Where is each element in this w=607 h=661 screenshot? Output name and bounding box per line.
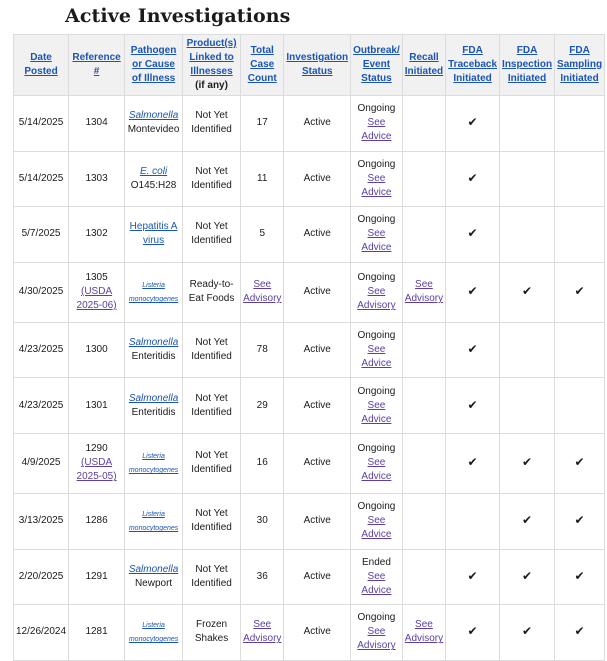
usda-reference-link[interactable]: (USDA 2025-06) [76, 286, 117, 312]
cell-investigation-status: Active [284, 378, 351, 434]
checkmark-icon: ✔ [467, 624, 478, 639]
checkmark-icon: ✔ [522, 568, 533, 583]
cell-inspection [500, 493, 555, 549]
checkmark-icon: ✔ [574, 455, 585, 470]
cell-sampling [555, 207, 605, 263]
cell-product: Not Yet Identified [183, 96, 241, 152]
cell-reference [69, 96, 125, 152]
cell-sampling [555, 605, 605, 661]
cell-investigation-status: Active [284, 605, 351, 661]
cell-pathogen [125, 96, 183, 152]
cell-outbreak-status [351, 322, 403, 378]
cell-product: Ready-to-Eat Foods [183, 262, 241, 322]
cell-recall [402, 207, 445, 263]
cell-date: 5/7/2025 [14, 207, 69, 263]
cell-sampling [555, 322, 605, 378]
cell-inspection [500, 262, 555, 322]
cell-inspection [500, 151, 555, 207]
cell-investigation-status: Active [284, 96, 351, 152]
checkmark-icon: ✔ [574, 568, 585, 583]
cell-date: 5/14/2025 [14, 151, 69, 207]
column-header-link[interactable]: Outbreak/ Event Status [353, 45, 400, 84]
column-header [284, 35, 351, 96]
cell-investigation-status: Active [284, 207, 351, 263]
cell-outbreak-status [351, 549, 403, 605]
cell-pathogen [125, 322, 183, 378]
outbreak-status-value: Ongoing [357, 103, 396, 115]
pathogen-link[interactable]: Salmonella [128, 110, 179, 122]
outbreak-status-value: Ongoing [357, 330, 396, 342]
cell-traceback [446, 151, 500, 207]
cell-product: Not Yet Identified [183, 493, 241, 549]
checkmark-icon: ✔ [467, 115, 478, 130]
outbreak-advice-link[interactable]: See Advice [361, 457, 392, 483]
pathogen-subtype: O145:H28 [130, 179, 177, 191]
outbreak-status-value: Ongoing [357, 214, 396, 226]
table-row [14, 322, 605, 378]
checkmark-icon: ✔ [522, 284, 533, 299]
column-header-link[interactable]: FDA Inspection Initiated [502, 45, 553, 84]
reference-number: 1304 [85, 117, 108, 129]
column-header [446, 35, 500, 96]
cell-investigation-status: Active [284, 151, 351, 207]
outbreak-status-value: Ended [361, 556, 391, 568]
outbreak-advice-link[interactable]: See Advisory [357, 286, 396, 312]
checkmark-icon: ✔ [467, 226, 478, 241]
cell-case-count [241, 549, 284, 605]
cell-date: 3/13/2025 [14, 493, 69, 549]
cell-date: 4/9/2025 [14, 433, 69, 493]
reference-number: 1305 [85, 272, 108, 284]
outbreak-advice-link[interactable]: See Advice [361, 117, 392, 143]
cell-case-count [241, 151, 284, 207]
header-row [14, 35, 605, 96]
checkmark-icon: ✔ [467, 568, 478, 583]
outbreak-status-value: Ongoing [357, 612, 396, 624]
cell-investigation-status: Active [284, 433, 351, 493]
table-row [14, 378, 605, 434]
cell-recall [402, 433, 445, 493]
cell-reference [69, 378, 125, 434]
cell-product: Frozen Shakes [183, 605, 241, 661]
cell-reference [69, 322, 125, 378]
table-row [14, 262, 605, 322]
checkmark-icon: ✔ [467, 284, 478, 299]
cell-case-count [241, 493, 284, 549]
pathogen-subtype: Enteritidis [131, 351, 176, 363]
cell-traceback [446, 96, 500, 152]
outbreak-status-value: Ongoing [357, 272, 396, 284]
checkmark-icon: ✔ [522, 513, 533, 528]
cell-product: Not Yet Identified [183, 549, 241, 605]
cell-case-count [241, 207, 284, 263]
column-header [402, 35, 445, 96]
recall-advisory-link[interactable]: See Advisory [404, 619, 444, 645]
cell-pathogen [125, 433, 183, 493]
column-header-link[interactable]: Pathogen or Cause of Illness [130, 45, 177, 84]
column-header-link[interactable]: FDA Sampling Initiated [557, 45, 603, 84]
reference-number: 1303 [85, 172, 108, 184]
table-row [14, 549, 605, 605]
cell-reference [69, 207, 125, 263]
column-header [351, 35, 403, 96]
column-header-link[interactable]: Reference # [72, 52, 121, 77]
cell-traceback [446, 549, 500, 605]
cell-date: 12/26/2024 [14, 605, 69, 661]
checkmark-icon: ✔ [467, 170, 478, 185]
cell-case-count [241, 433, 284, 493]
column-header [555, 35, 605, 96]
column-header [500, 35, 555, 96]
pathogen-link[interactable]: Salmonella [128, 337, 179, 349]
outbreak-advice-link[interactable]: See Advice [361, 172, 392, 198]
cell-traceback [446, 378, 500, 434]
cell-date: 4/23/2025 [14, 322, 69, 378]
column-header [14, 35, 69, 96]
case-count-value: 5 [259, 228, 266, 240]
pathogen-subtype: Montevideo [127, 124, 180, 136]
reference-number: 1286 [85, 515, 108, 527]
cell-sampling [555, 378, 605, 434]
reference-number: 1291 [85, 570, 108, 582]
cell-recall [402, 378, 445, 434]
cell-traceback [446, 433, 500, 493]
pathogen-link[interactable]: Listeria monocytogenes [128, 453, 179, 475]
cell-reference [69, 493, 125, 549]
table-row [14, 96, 605, 152]
cell-investigation-status: Active [284, 322, 351, 378]
cell-inspection [500, 96, 555, 152]
page-title: Active Investigations [65, 5, 291, 27]
table-row [14, 151, 605, 207]
case-count-value: 30 [256, 515, 268, 527]
cell-recall [402, 96, 445, 152]
outbreak-advice-link[interactable]: See Advice [361, 228, 392, 254]
cell-pathogen [125, 151, 183, 207]
cell-product: Not Yet Identified [183, 322, 241, 378]
column-header [69, 35, 125, 96]
cell-reference [69, 549, 125, 605]
outbreak-advice-link[interactable]: See Advice [361, 344, 392, 370]
cell-outbreak-status [351, 378, 403, 434]
checkmark-icon: ✔ [522, 624, 533, 639]
reference-number: 1301 [85, 399, 108, 411]
cell-date: 5/14/2025 [14, 96, 69, 152]
cell-case-count [241, 605, 284, 661]
outbreak-advice-link[interactable]: See Advisory [357, 626, 396, 652]
cell-pathogen [125, 549, 183, 605]
table-row [14, 433, 605, 493]
reference-number: 1302 [85, 228, 108, 240]
column-header-sub: (if any) [195, 80, 228, 91]
cell-traceback [446, 605, 500, 661]
cell-inspection [500, 378, 555, 434]
cell-traceback [446, 493, 500, 549]
cell-inspection [500, 433, 555, 493]
pathogen-link[interactable]: Salmonella [128, 563, 179, 575]
cell-outbreak-status [351, 493, 403, 549]
case-count-advisory-link[interactable]: See Advisory [243, 279, 282, 305]
cell-investigation-status: Active [284, 262, 351, 322]
checkmark-icon: ✔ [467, 455, 478, 470]
cell-traceback [446, 322, 500, 378]
outbreak-status-value: Ongoing [357, 158, 396, 170]
checkmark-icon: ✔ [522, 455, 533, 470]
cell-recall [402, 493, 445, 549]
table-row [14, 493, 605, 549]
column-header-link[interactable]: Date Posted [24, 52, 58, 77]
reference-number: 1300 [85, 344, 108, 356]
table-row [14, 605, 605, 661]
column-header [241, 35, 284, 96]
cell-date: 4/23/2025 [14, 378, 69, 434]
cell-investigation-status: Active [284, 549, 351, 605]
checkmark-icon: ✔ [467, 342, 478, 357]
pathogen-subtype: Enteritidis [131, 406, 176, 418]
cell-recall [402, 322, 445, 378]
usda-reference-link[interactable]: (USDA 2025-05) [76, 457, 117, 483]
cell-sampling [555, 151, 605, 207]
cell-reference [69, 262, 125, 322]
pathogen-link[interactable]: Hepatitis A virus [129, 221, 178, 247]
table-body [14, 96, 605, 661]
column-header-link[interactable]: Product(s) Linked to Illnesses [186, 38, 237, 77]
pathogen-link[interactable]: Listeria monocytogenes [128, 282, 179, 304]
cell-product: Not Yet Identified [183, 433, 241, 493]
checkmark-icon: ✔ [574, 513, 585, 528]
cell-outbreak-status [351, 605, 403, 661]
cell-date: 4/30/2025 [14, 262, 69, 322]
pathogen-subtype: Newport [134, 577, 173, 589]
cell-recall [402, 151, 445, 207]
reference-number: 1281 [85, 626, 108, 638]
cell-case-count [241, 262, 284, 322]
column-header [183, 35, 241, 96]
cell-product: Not Yet Identified [183, 151, 241, 207]
cell-case-count [241, 96, 284, 152]
cell-sampling [555, 549, 605, 605]
cell-product: Not Yet Identified [183, 207, 241, 263]
outbreak-advice-link[interactable]: See Advice [361, 515, 392, 541]
recall-advisory-link[interactable]: See Advisory [404, 279, 444, 305]
cell-case-count [241, 322, 284, 378]
column-header-link[interactable]: Total Case Count [247, 45, 277, 84]
outbreak-advice-link[interactable]: See Advice [361, 570, 392, 596]
cell-sampling [555, 96, 605, 152]
outbreak-status-value: Ongoing [357, 501, 396, 513]
cell-reference [69, 151, 125, 207]
pathogen-link[interactable]: Salmonella [128, 392, 179, 404]
cell-sampling [555, 262, 605, 322]
cell-pathogen [125, 493, 183, 549]
checkmark-icon: ✔ [467, 397, 478, 412]
pathogen-link[interactable]: E. coli [139, 165, 168, 177]
checkmark-icon: ✔ [574, 284, 585, 299]
cell-reference [69, 433, 125, 493]
cell-outbreak-status [351, 96, 403, 152]
cell-traceback [446, 207, 500, 263]
case-count-advisory-link[interactable]: See Advisory [243, 619, 282, 645]
column-header-link[interactable]: Investigation Status [286, 52, 349, 77]
pathogen-link[interactable]: Listeria monocytogenes [128, 511, 179, 533]
table-row [14, 207, 605, 263]
outbreak-status-value: Ongoing [357, 385, 396, 397]
pathogen-link[interactable]: Listeria monocytogenes [128, 622, 179, 644]
cell-pathogen [125, 207, 183, 263]
cell-case-count [241, 378, 284, 434]
reference-number: 1290 [85, 443, 108, 455]
investigations-table [13, 34, 605, 661]
case-count-value: 11 [257, 172, 268, 184]
column-header-link[interactable]: Recall Initiated [404, 52, 444, 77]
column-header-link[interactable]: FDA Traceback Initiated [448, 45, 498, 84]
cell-traceback [446, 262, 500, 322]
case-count-value: 36 [256, 570, 268, 582]
cell-inspection [500, 549, 555, 605]
cell-outbreak-status [351, 262, 403, 322]
cell-investigation-status: Active [284, 493, 351, 549]
outbreak-status-value: Ongoing [357, 443, 396, 455]
cell-pathogen [125, 605, 183, 661]
cell-inspection [500, 207, 555, 263]
cell-inspection [500, 605, 555, 661]
cell-sampling [555, 433, 605, 493]
case-count-value: 16 [256, 457, 268, 469]
checkmark-icon: ✔ [574, 624, 585, 639]
cell-date: 2/20/2025 [14, 549, 69, 605]
cell-inspection [500, 322, 555, 378]
cell-sampling [555, 493, 605, 549]
case-count-value: 17 [256, 117, 268, 129]
cell-pathogen [125, 262, 183, 322]
column-header [125, 35, 183, 96]
cell-recall [402, 605, 445, 661]
cell-outbreak-status [351, 433, 403, 493]
outbreak-advice-link[interactable]: See Advice [361, 399, 392, 425]
cell-outbreak-status [351, 151, 403, 207]
cell-outbreak-status [351, 207, 403, 263]
case-count-value: 29 [256, 399, 268, 411]
cell-pathogen [125, 378, 183, 434]
cell-reference [69, 605, 125, 661]
cell-product: Not Yet Identified [183, 378, 241, 434]
case-count-value: 78 [256, 344, 268, 356]
cell-recall [402, 549, 445, 605]
cell-recall [402, 262, 445, 322]
